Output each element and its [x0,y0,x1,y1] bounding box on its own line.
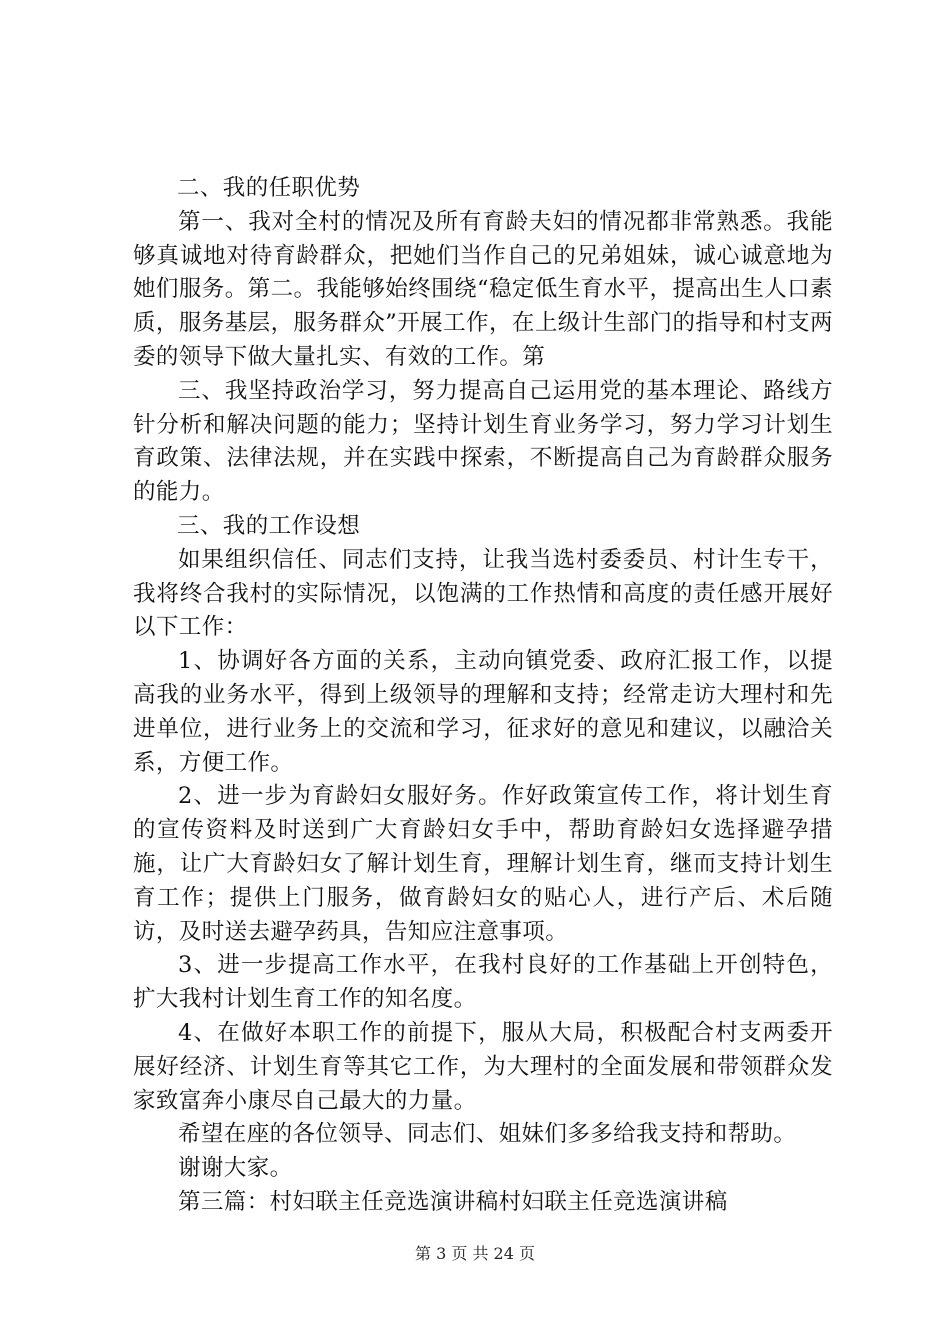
paragraph-item-4: 4、在做好本职工作的前提下，服从大局，积极配合村支两委开展好经济、计划生育等其它工作，为大理村的全面发展和带领群众发家致富奔小康尽自己最大的力量。 [133,1019,833,1114]
paragraph-thanks: 谢谢大家。 [178,1155,293,1182]
paragraph-item-3: 3、进一步提高工作水平，在我村良好的工作基础上开创特色，扩大我村计划生育工作的知名度。 [133,952,833,1013]
paragraph-hope: 希望在座的各位领导、同志们、姐妹们多多给我支持和帮助。 [178,1121,797,1148]
section-heading-work-plan: 三、我的工作设想 [177,512,361,539]
paragraph-item-2: 2、进一步为育龄妇女服好务。作好政策宣传工作，将计划生育的宣传资料及时送到广大育龄妇女手中，帮助育龄妇女选择避孕措施，让广大育龄妇女了解计划生育，理解计划生育，继而支持计划生育工作；提供上门服务，做育龄妇女的贴心人，进行产后、术后随访，及时送去避孕药具，告知应注意事项。 [133,783,833,945]
paragraph-item-1: 1、协调好各方面的关系，主动向镇党委、政府汇报工作，以提高我的业务水平，得到上级领导的理解和支持；经常走访大理村和先进单位，进行业务上的交流和学习，征求好的意见和建议，以融洽关系，方便工作。 [133,648,833,776]
page-footer: 第 3 页 共 24 页 [415,1244,535,1263]
section-heading-qualifications: 二、我的任职优势 [177,175,361,201]
document-body [133,172,833,1220]
paragraph-political-study: 三、我坚持政治学习，努力提高自己运用党的基本理论、路线方针分析和解决问题的能力；坚持计划生育业务学习，努力学习计划生育政策、法律法规，并在实践中探索，不断提高自己为育龄群众服务的能力。 [133,377,833,506]
paragraph-intro-plan: 如果组织信任、同志们支持，让我当选村委委员、村计生专干，我将终合我村的实际情况，以饱满的工作热情和高度的责任感开展好以下工作： [133,546,833,641]
paragraph-familiarity: 第一、我对全村的情况及所有育龄夫妇的情况都非常熟悉。我能够真诚地对待育龄群众，把她们当作自己的兄弟姐妹，诚心诚意地为她们服务。第二。我能够始终围绕“稳定低生育水平，提高出生人口素质，服务基层，服务群众”开展工作，在上级计生部门的指导和村支两委的领导下做大量扎实、有效的工作。第 [133,208,833,370]
paragraph-next-title: 第三篇：村妇联主任竞选演讲稿村妇联主任竞选演讲稿 [178,1188,728,1215]
